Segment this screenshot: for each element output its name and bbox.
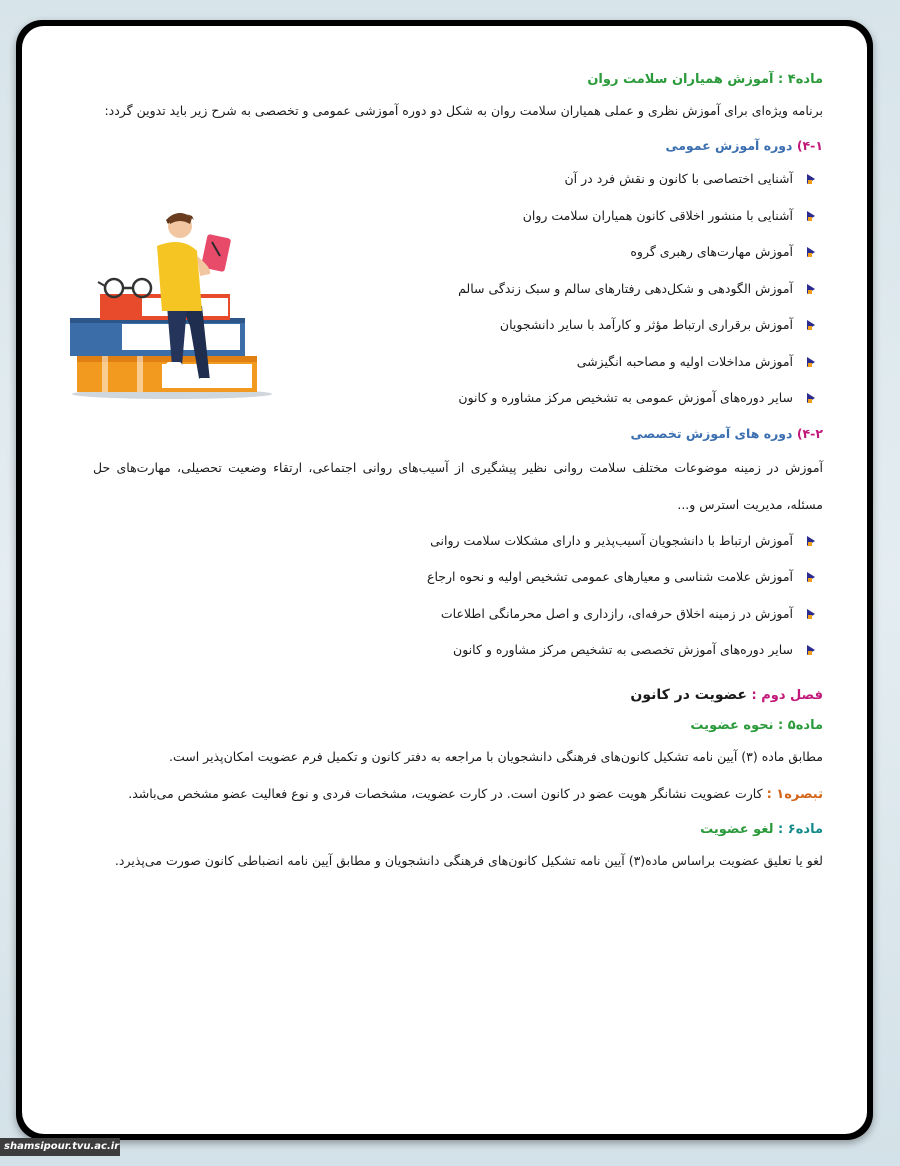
article5-title: نحوه عضویت	[690, 717, 774, 733]
general-course-number: ۴-۱)	[796, 138, 823, 153]
specialized-course-heading	[93, 419, 823, 449]
arrow-bullet-icon	[807, 536, 815, 546]
footer-site-url[interactable]: shamsipour.tvu.ac.ir	[0, 1138, 120, 1156]
chapter2-heading	[93, 683, 823, 708]
specialized-course-intro: آموزش در زمینه موضوعات مختلف سلامت روانی نظیر پیشگیری از آسیب‌های روانی اجتماعی، ارتقاء وضعیت تحصیلی، مهارت‌های حل مسئله، مدیریت استرس و...	[93, 459, 823, 512]
arrow-bullet-icon	[807, 211, 815, 221]
note1-label: تبصره۱ :	[766, 786, 823, 802]
document-content	[93, 68, 823, 879]
specialized-course-title: دوره های آموزش تخصصی	[630, 425, 793, 441]
article4-intro: برنامه ویژه‌ای برای آموزش نظری و عملی همیاران سلامت روان به شکل دو دوره آموزشی عمومی و تخصصی به شرح زیر باید تدوین گردد:	[104, 103, 823, 118]
list-item: آموزش مهارت‌های رهبری گروه	[93, 234, 815, 271]
list-item: سایر دوره‌های آموزش عمومی به تشخیص مرکز مشاوره و کانون	[93, 380, 815, 417]
arrow-bullet-icon	[807, 174, 815, 184]
arrow-bullet-icon	[807, 284, 815, 294]
article6-text: لغو یا تعلیق عضویت براساس ماده(۳) آیین نامه تشکیل کانون‌های فرهنگی دانشجویان و مطابق آیین نامه انضباطی کانون صورت می‌پذیرد.	[114, 852, 823, 868]
specialized-course-list	[93, 523, 823, 669]
list-item: آشنایی اختصاصی با کانون و نقش فرد در آن	[93, 161, 815, 198]
general-course-heading	[93, 131, 823, 161]
list-item: آموزش ارتباط با دانشجویان آسیب‌پذیر و دارای مشکلات سلامت روانی	[93, 523, 815, 560]
article6-label: ماده۶ :	[778, 821, 823, 837]
article5-note	[93, 775, 823, 812]
article5-heading	[93, 714, 823, 738]
arrow-bullet-icon	[807, 320, 815, 330]
article4-label: ماده۴ :	[778, 72, 823, 87]
list-item: آموزش برقراری ارتباط مؤثر و کارآمد با سایر دانشجویان	[93, 307, 815, 344]
arrow-bullet-icon	[807, 609, 815, 619]
arrow-bullet-icon	[807, 645, 815, 655]
list-item: آموزش علامت شناسی و معیارهای عمومی تشخیص اولیه و نحوه ارجاع	[93, 559, 815, 596]
chapter2-title: عضویت در کانون	[630, 686, 747, 703]
general-course-title: دوره آموزش عمومی	[665, 138, 793, 153]
list-item: آموزش در زمینه اخلاق حرفه‌ای، رازداری و اصل محرمانگی اطلاعات	[93, 596, 815, 633]
article5-label: ماده۵ :	[778, 717, 823, 733]
list-item: آموزش الگودهی و شکل‌دهی رفتارهای سالم و سبک زندگی سالم	[93, 271, 815, 308]
document-page	[22, 26, 867, 1134]
arrow-bullet-icon	[807, 393, 815, 403]
list-item: آشنایی با منشور اخلاقی کانون همیاران سلامت روان	[93, 198, 815, 235]
article5-text: مطابق ماده (۳) آیین نامه تشکیل کانون‌های فرهنگی دانشجویان با مراجعه به دفتر کانون و تکمیل فرم عضویت امکان‌پذیر است.	[169, 748, 823, 764]
article6-title: لغو عضویت	[700, 821, 774, 837]
article4-heading	[93, 68, 823, 92]
note1-text: کارت عضویت نشانگر هویت عضو در کانون است. در کارت عضویت، مشخصات فردی و نوع فعالیت عضو مشخص می‌باشد.	[128, 785, 763, 801]
article4-title: آموزش همیاران سلامت روان	[587, 72, 774, 87]
arrow-bullet-icon	[807, 357, 815, 367]
general-course-list	[93, 161, 823, 417]
arrow-bullet-icon	[807, 572, 815, 582]
list-item: آموزش مداخلات اولیه و مصاحبه انگیزشی	[93, 344, 815, 381]
specialized-course-number: ۴-۲)	[796, 425, 823, 441]
chapter2-label: فصل دوم :	[751, 687, 823, 703]
list-item: سایر دوره‌های آموزش تخصصی به تشخیص مرکز مشاوره و کانون	[93, 632, 815, 669]
article6-heading	[93, 818, 823, 842]
arrow-bullet-icon	[807, 247, 815, 257]
